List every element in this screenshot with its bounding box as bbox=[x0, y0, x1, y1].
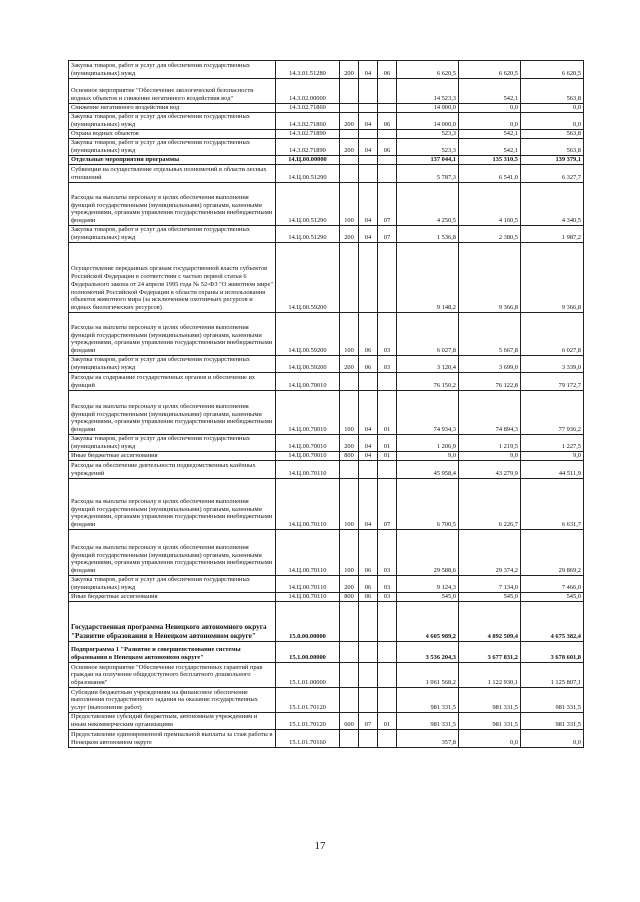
row-name-cell: Иные бюджетные ассигнования bbox=[69, 593, 276, 602]
row-section-cell bbox=[359, 373, 378, 391]
row-amount-year1-cell: 523,3 bbox=[397, 130, 459, 139]
row-amount-year1-cell: 545,0 bbox=[397, 593, 459, 602]
row-target-article-cell: 14.Ц.00.70110 bbox=[276, 461, 340, 479]
row-subsection-cell bbox=[378, 243, 397, 313]
row-name-cell: Расходы на выплаты персоналу в целях обеспечения выполнения функций государственными (муниципальными) органами, казенными учреждениями, органами управления государственными внебюджетными фондами bbox=[69, 391, 276, 435]
table-row bbox=[69, 642, 584, 663]
table-row bbox=[69, 183, 584, 226]
row-amount-year1-cell: 3 536 204,3 bbox=[397, 642, 459, 663]
row-amount-year3-cell: 139 379,1 bbox=[521, 156, 584, 165]
row-amount-year1-cell: 6 620,5 bbox=[397, 61, 459, 79]
table-row bbox=[69, 79, 584, 104]
row-name-cell: Расходы на выплаты персоналу в целях обеспечения выполнения функций государственными (муниципальными) органами, казенными учреждениями, органами управления государственными внебюджетными фондами bbox=[69, 313, 276, 356]
row-subsection-cell bbox=[378, 165, 397, 183]
row-amount-year1-cell: 6 027,8 bbox=[397, 313, 459, 356]
row-target-article-cell: 14.Ц.00.70010 bbox=[276, 391, 340, 435]
row-subsection-cell: 06 bbox=[378, 61, 397, 79]
row-section-cell: 04 bbox=[359, 479, 378, 530]
row-name-cell: Подпрограмма 1 "Развитие и совершенствование системы образования в Ненецком автономном округе" bbox=[69, 642, 276, 663]
row-amount-year3-cell: 4 340,5 bbox=[521, 183, 584, 226]
row-name-cell: Охрана водных объектов bbox=[69, 130, 276, 139]
row-amount-year2-cell: 6 541,0 bbox=[459, 165, 521, 183]
row-amount-year3-cell: 981 331,5 bbox=[521, 713, 584, 730]
row-expense-type-cell bbox=[340, 79, 359, 104]
row-expense-type-cell: 100 bbox=[340, 183, 359, 226]
row-amount-year1-cell: 74 934,3 bbox=[397, 391, 459, 435]
row-target-article-cell: 14.3.02.71860 bbox=[276, 113, 340, 130]
page-number: 17 bbox=[314, 840, 326, 852]
row-name-cell: Закупка товаров, работ и услуг для обеспечения государственных (муниципальных) нужд bbox=[69, 576, 276, 593]
row-amount-year1-cell: 981 331,5 bbox=[397, 688, 459, 713]
row-amount-year2-cell: 545,0 bbox=[459, 593, 521, 602]
row-amount-year3-cell: 4 675 382,4 bbox=[521, 602, 584, 642]
row-amount-year1-cell: 1 061 568,2 bbox=[397, 663, 459, 688]
row-target-article-cell: 14.Ц.00.70110 bbox=[276, 576, 340, 593]
row-amount-year3-cell: 9,0 bbox=[521, 452, 584, 461]
row-amount-year2-cell: 29 374,2 bbox=[459, 530, 521, 576]
row-subsection-cell bbox=[378, 79, 397, 104]
row-section-cell: 06 bbox=[359, 530, 378, 576]
row-amount-year1-cell: 1 536,8 bbox=[397, 226, 459, 243]
table-row bbox=[69, 226, 584, 243]
row-target-article-cell: 14.Ц.00.59200 bbox=[276, 313, 340, 356]
row-amount-year3-cell: 77 936,2 bbox=[521, 391, 584, 435]
row-section-cell bbox=[359, 461, 378, 479]
row-amount-year1-cell: 14 000,0 bbox=[397, 113, 459, 130]
row-name-cell: Расходы на выплаты персоналу в целях обеспечения выполнения функций государственными (муниципальными) органами, казенными учреждениями, органами управления государственными внебюджетными фондами bbox=[69, 479, 276, 530]
row-expense-type-cell: 100 bbox=[340, 530, 359, 576]
row-amount-year2-cell: 4 160,5 bbox=[459, 183, 521, 226]
row-name-cell: Основное мероприятие "Обеспечение государственных гарантий прав граждан на получение общедоступного бесплатного дошкольного образования" bbox=[69, 663, 276, 688]
row-section-cell: 04 bbox=[359, 61, 378, 79]
row-section-cell bbox=[359, 79, 378, 104]
row-target-article-cell: 15.1.01.00000 bbox=[276, 663, 340, 688]
row-name-cell: Предоставление единовременной премиальной выплаты за стаж работы в Ненецком автономном округе bbox=[69, 730, 276, 748]
row-expense-type-cell bbox=[340, 688, 359, 713]
row-amount-year1-cell: 14 000,0 bbox=[397, 104, 459, 113]
row-expense-type-cell bbox=[340, 461, 359, 479]
row-amount-year2-cell: 43 279,9 bbox=[459, 461, 521, 479]
row-expense-type-cell: 200 bbox=[340, 61, 359, 79]
row-amount-year3-cell: 563,8 bbox=[521, 130, 584, 139]
row-amount-year3-cell: 1 227,5 bbox=[521, 435, 584, 452]
table-row bbox=[69, 356, 584, 373]
row-expense-type-cell bbox=[340, 243, 359, 313]
row-target-article-cell: 14.Ц.00.70010 bbox=[276, 373, 340, 391]
row-name-cell: Основное мероприятие "Обеспечение экологической безопасности водных объектов и снижение негативного воздействия вод" bbox=[69, 79, 276, 104]
row-section-cell bbox=[359, 688, 378, 713]
row-expense-type-cell: 100 bbox=[340, 391, 359, 435]
row-name-cell: Закупка товаров, работ и услуг для обеспечения государственных (муниципальных) нужд bbox=[69, 435, 276, 452]
row-name-cell: Субсидии бюджетным учреждениям на финансовое обеспечение выполнения государственного задания на оказание государственных услуг (выполнение работ) bbox=[69, 688, 276, 713]
table-row bbox=[69, 663, 584, 688]
row-target-article-cell: 14.3.01.51280 bbox=[276, 61, 340, 79]
table-row bbox=[69, 130, 584, 139]
row-section-cell: 06 bbox=[359, 593, 378, 602]
row-amount-year2-cell: 542,1 bbox=[459, 79, 521, 104]
row-amount-year3-cell: 1 987,2 bbox=[521, 226, 584, 243]
row-section-cell: 04 bbox=[359, 139, 378, 156]
row-section-cell: 04 bbox=[359, 183, 378, 226]
row-name-cell: Расходы на содержание государственных органов и обеспечение их функций bbox=[69, 373, 276, 391]
row-amount-year3-cell: 6 327,7 bbox=[521, 165, 584, 183]
row-section-cell: 04 bbox=[359, 435, 378, 452]
row-amount-year1-cell: 29 588,6 bbox=[397, 530, 459, 576]
row-amount-year3-cell: 7 466,0 bbox=[521, 576, 584, 593]
row-amount-year3-cell: 0,0 bbox=[521, 104, 584, 113]
row-subsection-cell bbox=[378, 461, 397, 479]
row-section-cell: 04 bbox=[359, 226, 378, 243]
row-amount-year2-cell: 0,0 bbox=[459, 113, 521, 130]
row-section-cell bbox=[359, 165, 378, 183]
row-amount-year1-cell: 357,8 bbox=[397, 730, 459, 748]
table-row bbox=[69, 243, 584, 313]
row-amount-year1-cell: 523,3 bbox=[397, 139, 459, 156]
row-section-cell bbox=[359, 663, 378, 688]
row-subsection-cell: 07 bbox=[378, 226, 397, 243]
table-row bbox=[69, 730, 584, 748]
row-amount-year2-cell: 4 892 509,4 bbox=[459, 602, 521, 642]
table-row bbox=[69, 435, 584, 452]
row-subsection-cell bbox=[378, 156, 397, 165]
row-name-cell: Закупка товаров, работ и услуг для обеспечения государственных (муниципальных) нужд bbox=[69, 113, 276, 130]
row-subsection-cell bbox=[378, 663, 397, 688]
row-amount-year2-cell: 9 366,8 bbox=[459, 243, 521, 313]
row-section-cell bbox=[359, 602, 378, 642]
row-subsection-cell: 01 bbox=[378, 435, 397, 452]
row-section-cell: 04 bbox=[359, 113, 378, 130]
row-amount-year2-cell: 2 380,5 bbox=[459, 226, 521, 243]
row-expense-type-cell: 200 bbox=[340, 139, 359, 156]
row-name-cell: Расходы на обеспечение деятельности подведомственных казённых учреждений bbox=[69, 461, 276, 479]
row-amount-year3-cell: 0,0 bbox=[521, 113, 584, 130]
row-amount-year2-cell: 74 894,3 bbox=[459, 391, 521, 435]
row-expense-type-cell: 200 bbox=[340, 113, 359, 130]
table-row bbox=[69, 688, 584, 713]
row-amount-year3-cell: 3 678 601,8 bbox=[521, 642, 584, 663]
row-target-article-cell: 15.1.01.70120 bbox=[276, 713, 340, 730]
row-section-cell: 06 bbox=[359, 313, 378, 356]
table-row bbox=[69, 452, 584, 461]
row-name-cell: Снижение негативного воздействия вод bbox=[69, 104, 276, 113]
row-section-cell bbox=[359, 730, 378, 748]
table-row bbox=[69, 373, 584, 391]
table-row bbox=[69, 391, 584, 435]
row-expense-type-cell bbox=[340, 602, 359, 642]
row-expense-type-cell bbox=[340, 130, 359, 139]
row-expense-type-cell bbox=[340, 373, 359, 391]
row-amount-year1-cell: 45 958,4 bbox=[397, 461, 459, 479]
row-amount-year2-cell: 542,1 bbox=[459, 130, 521, 139]
row-expense-type-cell: 100 bbox=[340, 479, 359, 530]
row-amount-year2-cell: 76 122,8 bbox=[459, 373, 521, 391]
row-amount-year2-cell: 981 331,5 bbox=[459, 688, 521, 713]
row-expense-type-cell: 200 bbox=[340, 226, 359, 243]
row-amount-year1-cell: 4 250,5 bbox=[397, 183, 459, 226]
table-row bbox=[69, 593, 584, 602]
row-expense-type-cell: 100 bbox=[340, 313, 359, 356]
row-amount-year3-cell: 1 125 807,1 bbox=[521, 663, 584, 688]
row-expense-type-cell bbox=[340, 104, 359, 113]
row-subsection-cell bbox=[378, 130, 397, 139]
row-amount-year2-cell: 3 699,0 bbox=[459, 356, 521, 373]
row-expense-type-cell: 200 bbox=[340, 356, 359, 373]
row-subsection-cell: 03 bbox=[378, 313, 397, 356]
row-subsection-cell bbox=[378, 730, 397, 748]
row-target-article-cell: 14.Ц.00.70110 bbox=[276, 530, 340, 576]
row-target-article-cell: 14.Ц.00.70010 bbox=[276, 435, 340, 452]
row-amount-year1-cell: 14 523,3 bbox=[397, 79, 459, 104]
row-expense-type-cell bbox=[340, 663, 359, 688]
row-section-cell bbox=[359, 104, 378, 113]
row-name-cell: Осуществление переданных органам государственной власти субъектов Российской Федерации в соответствии с частью первой статьи 6 Федерального закона от 24 апреля 1995 года № 52-ФЗ "О животном мире" полномочий Российской Федерации в области охраны и использования объектов животного мира (за исключением охотничьих ресурсов и водных биологических ресурсов) bbox=[69, 243, 276, 313]
table-row bbox=[69, 479, 584, 530]
row-subsection-cell bbox=[378, 373, 397, 391]
row-amount-year2-cell: 1 219,5 bbox=[459, 435, 521, 452]
table-row bbox=[69, 530, 584, 576]
row-target-article-cell: 14.3.02.71860 bbox=[276, 104, 340, 113]
row-amount-year1-cell: 3 120,4 bbox=[397, 356, 459, 373]
row-name-cell: Предоставление субсидий бюджетным, автономным учреждениям и иным некоммерческим организациям bbox=[69, 713, 276, 730]
row-amount-year2-cell: 3 677 831,2 bbox=[459, 642, 521, 663]
row-subsection-cell: 07 bbox=[378, 479, 397, 530]
row-amount-year1-cell: 1 206,9 bbox=[397, 435, 459, 452]
row-section-cell bbox=[359, 130, 378, 139]
row-amount-year3-cell: 79 172,7 bbox=[521, 373, 584, 391]
row-name-cell: Закупка товаров, работ и услуг для обеспечения государственных (муниципальных) нужд bbox=[69, 226, 276, 243]
table-row bbox=[69, 713, 584, 730]
row-amount-year3-cell: 6 027,8 bbox=[521, 313, 584, 356]
row-amount-year2-cell: 9,0 bbox=[459, 452, 521, 461]
row-target-article-cell: 14.Ц.00.51290 bbox=[276, 226, 340, 243]
row-amount-year1-cell: 5 787,3 bbox=[397, 165, 459, 183]
row-amount-year2-cell: 7 134,0 bbox=[459, 576, 521, 593]
row-expense-type-cell bbox=[340, 642, 359, 663]
row-amount-year3-cell: 44 511,9 bbox=[521, 461, 584, 479]
row-subsection-cell: 01 bbox=[378, 713, 397, 730]
row-expense-type-cell: 800 bbox=[340, 452, 359, 461]
row-amount-year3-cell: 545,0 bbox=[521, 593, 584, 602]
budget-table bbox=[68, 60, 584, 748]
row-subsection-cell: 06 bbox=[378, 113, 397, 130]
row-section-cell bbox=[359, 156, 378, 165]
row-subsection-cell: 07 bbox=[378, 183, 397, 226]
row-target-article-cell: 14.Ц.00.70010 bbox=[276, 452, 340, 461]
table-row bbox=[69, 61, 584, 79]
row-name-cell: Субвенции на осуществление отдельных полномочий в области лесных отношений bbox=[69, 165, 276, 183]
row-name-cell: Закупка товаров, работ и услуг для обеспечения государственных (муниципальных) нужд bbox=[69, 139, 276, 156]
row-target-article-cell: 14.Ц.00.70110 bbox=[276, 479, 340, 530]
row-target-article-cell: 14.3.02.71890 bbox=[276, 130, 340, 139]
row-amount-year2-cell: 0,0 bbox=[459, 730, 521, 748]
row-section-cell: 07 bbox=[359, 713, 378, 730]
row-expense-type-cell: 200 bbox=[340, 576, 359, 593]
row-name-cell: Отдельные мероприятия программы bbox=[69, 156, 276, 165]
row-amount-year3-cell: 29 869,2 bbox=[521, 530, 584, 576]
row-amount-year2-cell: 1 122 930,1 bbox=[459, 663, 521, 688]
row-subsection-cell: 01 bbox=[378, 452, 397, 461]
row-section-cell: 04 bbox=[359, 391, 378, 435]
table-row bbox=[69, 156, 584, 165]
row-amount-year2-cell: 6 226,7 bbox=[459, 479, 521, 530]
row-amount-year2-cell: 6 620,5 bbox=[459, 61, 521, 79]
row-amount-year1-cell: 9 124,3 bbox=[397, 576, 459, 593]
row-name-cell: Закупка товаров, работ и услуг для обеспечения государственных (муниципальных) нужд bbox=[69, 356, 276, 373]
row-section-cell bbox=[359, 243, 378, 313]
row-amount-year2-cell: 135 310,5 bbox=[459, 156, 521, 165]
row-target-article-cell: 14.Ц.00.70110 bbox=[276, 593, 340, 602]
row-amount-year1-cell: 76 150,2 bbox=[397, 373, 459, 391]
row-amount-year3-cell: 981 331,5 bbox=[521, 688, 584, 713]
row-subsection-cell bbox=[378, 688, 397, 713]
row-amount-year1-cell: 9,0 bbox=[397, 452, 459, 461]
row-amount-year3-cell: 6 620,5 bbox=[521, 61, 584, 79]
row-section-cell: 06 bbox=[359, 576, 378, 593]
row-amount-year2-cell: 542,1 bbox=[459, 139, 521, 156]
row-amount-year3-cell: 6 631,7 bbox=[521, 479, 584, 530]
table-row bbox=[69, 576, 584, 593]
row-target-article-cell: 15.0.00.00000 bbox=[276, 602, 340, 642]
row-expense-type-cell bbox=[340, 165, 359, 183]
row-name-cell: Государственная программа Ненецкого автономного округа "Развитие образования в Ненецком автономном округе" bbox=[69, 602, 276, 642]
row-amount-year3-cell: 563,8 bbox=[521, 139, 584, 156]
row-amount-year3-cell: 0,0 bbox=[521, 730, 584, 748]
table-row bbox=[69, 113, 584, 130]
row-amount-year1-cell: 9 148,2 bbox=[397, 243, 459, 313]
row-subsection-cell: 03 bbox=[378, 593, 397, 602]
table-row bbox=[69, 313, 584, 356]
row-section-cell bbox=[359, 642, 378, 663]
table-row bbox=[69, 139, 584, 156]
row-target-article-cell: 14.Ц.00.51290 bbox=[276, 165, 340, 183]
row-amount-year3-cell: 3 339,0 bbox=[521, 356, 584, 373]
row-amount-year3-cell: 9 366,8 bbox=[521, 243, 584, 313]
table-row bbox=[69, 104, 584, 113]
row-subsection-cell: 01 bbox=[378, 391, 397, 435]
row-target-article-cell: 14.3.02.00000 bbox=[276, 79, 340, 104]
row-target-article-cell: 15.1.01.70160 bbox=[276, 730, 340, 748]
row-target-article-cell: 15.1.00.00000 bbox=[276, 642, 340, 663]
table-row bbox=[69, 602, 584, 642]
row-section-cell: 06 bbox=[359, 356, 378, 373]
row-name-cell: Закупка товаров, работ и услуг для обеспечения государственных (муниципальных) нужд bbox=[69, 61, 276, 79]
row-subsection-cell: 03 bbox=[378, 530, 397, 576]
row-amount-year1-cell: 137 044,1 bbox=[397, 156, 459, 165]
table-row bbox=[69, 165, 584, 183]
row-target-article-cell: 14.Ц.00.59200 bbox=[276, 356, 340, 373]
row-amount-year1-cell: 4 605 989,2 bbox=[397, 602, 459, 642]
row-expense-type-cell bbox=[340, 156, 359, 165]
row-amount-year3-cell: 563,8 bbox=[521, 79, 584, 104]
budget-table-body bbox=[69, 61, 584, 748]
row-expense-type-cell: 200 bbox=[340, 435, 359, 452]
row-amount-year2-cell: 0,0 bbox=[459, 104, 521, 113]
row-subsection-cell bbox=[378, 602, 397, 642]
row-target-article-cell: 14.Ц.00.59200 bbox=[276, 243, 340, 313]
row-target-article-cell: 14.3.02.71890 bbox=[276, 139, 340, 156]
row-name-cell: Расходы на выплаты персоналу в целях обеспечения выполнения функций государственными (муниципальными) органами, казенными учреждениями, органами управления государственными внебюджетными фондами bbox=[69, 530, 276, 576]
row-subsection-cell bbox=[378, 104, 397, 113]
row-expense-type-cell bbox=[340, 730, 359, 748]
row-amount-year2-cell: 5 667,8 bbox=[459, 313, 521, 356]
row-name-cell: Расходы на выплаты персоналу в целях обеспечения выполнения функций государственными (муниципальными) органами, казенными учреждениями, органами управления государственными внебюджетными фондами bbox=[69, 183, 276, 226]
row-subsection-cell: 06 bbox=[378, 139, 397, 156]
row-amount-year2-cell: 981 331,5 bbox=[459, 713, 521, 730]
row-expense-type-cell: 600 bbox=[340, 713, 359, 730]
row-expense-type-cell: 800 bbox=[340, 593, 359, 602]
row-section-cell: 04 bbox=[359, 452, 378, 461]
row-amount-year1-cell: 981 331,5 bbox=[397, 713, 459, 730]
row-subsection-cell bbox=[378, 642, 397, 663]
row-subsection-cell: 03 bbox=[378, 356, 397, 373]
row-subsection-cell: 03 bbox=[378, 576, 397, 593]
row-amount-year1-cell: 6 700,5 bbox=[397, 479, 459, 530]
row-name-cell: Иные бюджетные ассигнования bbox=[69, 452, 276, 461]
table-row bbox=[69, 461, 584, 479]
row-target-article-cell: 14.Ц.00.00000 bbox=[276, 156, 340, 165]
row-target-article-cell: 14.Ц.00.51290 bbox=[276, 183, 340, 226]
row-target-article-cell: 15.1.01.70120 bbox=[276, 688, 340, 713]
